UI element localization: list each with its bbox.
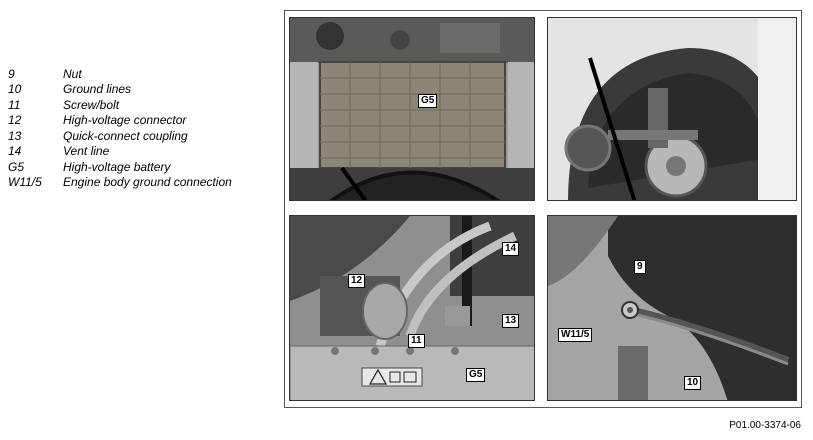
legend-desc: Screw/bolt (63, 97, 120, 112)
figure-frame (284, 10, 802, 408)
legend-row (8, 82, 268, 98)
photo-wheel-arch (547, 17, 797, 201)
legend-row (8, 128, 268, 144)
legend-row (8, 97, 268, 113)
legend-desc: High-voltage connector (63, 113, 187, 128)
callout-g5: G5 (418, 94, 437, 108)
photo-ground-connection (547, 215, 797, 401)
callout-g5: G5 (466, 368, 485, 382)
legend-desc: Engine body ground connection (63, 175, 232, 190)
ground-connection-illustration (548, 216, 797, 401)
callout-11: 11 (408, 334, 425, 348)
battery-overview-illustration (290, 18, 535, 201)
legend-code: 10 (8, 82, 22, 97)
photo-battery-connections (289, 215, 535, 401)
legend-code: 14 (8, 144, 22, 159)
legend-row (8, 66, 268, 82)
legend-desc: Quick-connect coupling (63, 128, 188, 143)
callout-10: 10 (684, 376, 701, 390)
legend-row (8, 113, 268, 129)
legend-code: 13 (8, 128, 22, 143)
legend-code: 9 (8, 66, 15, 81)
callout-14: 14 (502, 242, 519, 256)
legend-desc: Ground lines (63, 82, 132, 97)
legend-code: 11 (8, 97, 21, 112)
wheel-arch-illustration (548, 18, 797, 201)
photo-battery-overview (289, 17, 535, 201)
legend-desc: High-voltage battery (63, 159, 171, 174)
legend-row (8, 175, 268, 191)
legend-desc: Nut (63, 66, 82, 81)
legend-code: W11/5 (8, 175, 42, 190)
figure-id: P01.00-3374-06 (729, 420, 801, 431)
callout-12: 12 (348, 274, 365, 288)
battery-connections-illustration (290, 216, 535, 401)
callout-w11-5: W11/5 (558, 328, 592, 342)
legend (8, 66, 268, 190)
legend-code: G5 (8, 159, 25, 174)
legend-row (8, 144, 268, 160)
callout-9: 9 (634, 260, 646, 274)
legend-row (8, 159, 268, 175)
legend-code: 12 (8, 113, 22, 128)
legend-desc: Vent line (63, 144, 110, 159)
callout-13: 13 (502, 314, 519, 328)
